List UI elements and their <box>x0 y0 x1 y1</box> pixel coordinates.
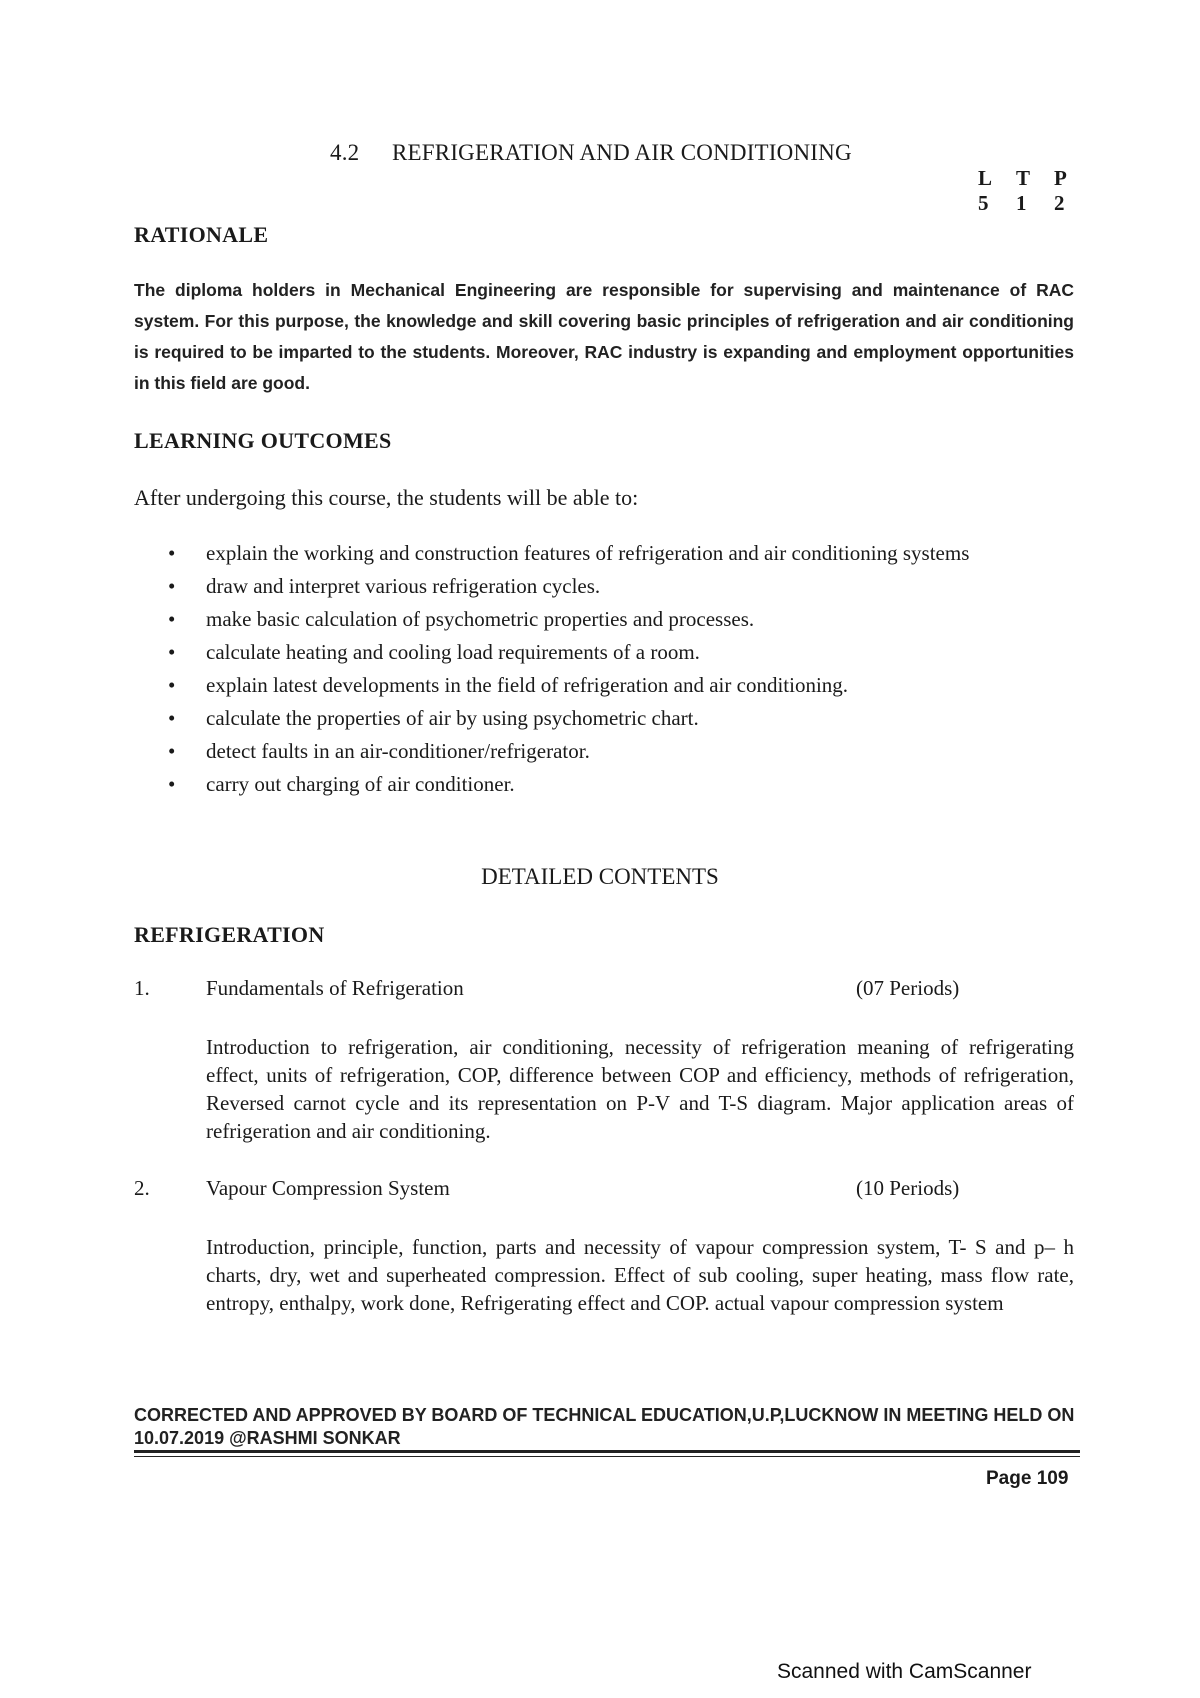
footer-divider <box>134 1450 1080 1453</box>
list-item-text: explain the working and construction features of refrigeration and air conditioning systems <box>206 541 970 565</box>
ltp-label-p: P <box>1054 166 1067 190</box>
list-item-text: detect faults in an air-conditioner/refrigerator. <box>206 739 590 763</box>
bullet-icon: • <box>168 574 176 598</box>
learning-outcomes-heading: LEARNING OUTCOMES <box>134 428 392 453</box>
detailed-contents-heading: DETAILED CONTENTS <box>481 864 719 889</box>
refrigeration-heading: REFRIGERATION <box>134 922 325 947</box>
ltp-label-l: L <box>978 166 993 190</box>
bullet-icon: • <box>168 739 176 763</box>
bullet-icon: • <box>168 673 176 697</box>
topic-periods: (07 Periods) <box>856 976 960 1000</box>
list-item <box>160 769 1074 800</box>
topic-name: Vapour Compression System <box>206 1176 450 1200</box>
learning-outcomes-intro: After undergoing this course, the students will be able to: <box>134 485 639 510</box>
ltp-value-p: 2 <box>1054 191 1065 215</box>
list-item-text: calculate the properties of air by using psychometric chart. <box>206 706 699 730</box>
bullet-icon: • <box>168 541 176 565</box>
bullet-icon: • <box>168 640 176 664</box>
scanner-watermark: Scanned with CamScanner <box>777 1660 1032 1683</box>
bullet-icon: • <box>168 772 176 796</box>
list-item-text: make basic calculation of psychometric properties and processes. <box>206 607 755 631</box>
rationale-heading: RATIONALE <box>134 222 269 247</box>
list-item <box>160 736 1074 767</box>
topic-description: Introduction to refrigeration, air conditioning, necessity of refrigeration meaning of refrigerating effect, units of refrigeration, COP, difference between COP and efficiency, methods of refrigeration, Reversed carnot cycle and its representation on P-V and T-S diagram. Major application areas of refrigeration and air conditioning. <box>206 1035 1074 1143</box>
rationale-body: The diploma holders in Mechanical Engineering are responsible for supervising and maintenance of RAC system. For this purpose, the knowledge and skill covering basic principles of refrigeration and air conditioning is required to be imparted to the students. Moreover, RAC industry is expanding and employment opportunities in this field are good. <box>134 280 1074 393</box>
course-number: 4.2 <box>330 140 360 165</box>
footer-divider-thin <box>134 1456 1080 1457</box>
list-item-text: carry out charging of air conditioner. <box>206 772 515 796</box>
list-item <box>160 538 1074 569</box>
bullet-icon: • <box>168 607 176 631</box>
bullet-icon: • <box>168 706 176 730</box>
topic-index: 1. <box>134 976 150 1000</box>
list-item <box>160 703 1074 734</box>
list-item <box>160 571 1074 602</box>
topic-index: 2. <box>134 1176 150 1200</box>
list-item <box>160 670 1074 701</box>
list-item-text: draw and interpret various refrigeration cycles. <box>206 574 601 598</box>
ltp-label-t: T <box>1016 166 1031 190</box>
ltp-labels <box>978 166 1092 191</box>
ltp-value-t: 1 <box>1016 191 1027 215</box>
list-item <box>160 637 1074 668</box>
ltp-values <box>978 191 1092 216</box>
list-item <box>160 604 1074 635</box>
ltp-table <box>978 166 1092 216</box>
page-number: Page 109 <box>986 1468 1069 1489</box>
list-item-text: calculate heating and cooling load requirements of a room. <box>206 640 700 664</box>
topic-description: Introduction, principle, function, parts and necessity of vapour compression system, T- S and p– h charts, dry, wet and superheated compression. Effect of sub cooling, super heating, mass flow rate, entropy, enthalpy, work done, Refrigerating effect and COP. actual vapour compression system <box>206 1235 1074 1315</box>
topic-periods: (10 Periods) <box>856 1176 960 1200</box>
topic-name: Fundamentals of Refrigeration <box>206 976 464 1000</box>
ltp-value-l: 5 <box>978 191 989 215</box>
course-title-text: REFRIGERATION AND AIR CONDITIONING <box>392 140 852 165</box>
list-item-text: explain latest developments in the field of refrigeration and air conditioning. <box>206 673 849 697</box>
approval-note: CORRECTED AND APPROVED BY BOARD OF TECHNICAL EDUCATION,U.P,LUCKNOW IN MEETING HELD ON 10.07.2019 @RASHMI SONKAR <box>134 1405 1075 1448</box>
learning-outcomes-list <box>160 538 1074 802</box>
course-title <box>330 140 852 166</box>
